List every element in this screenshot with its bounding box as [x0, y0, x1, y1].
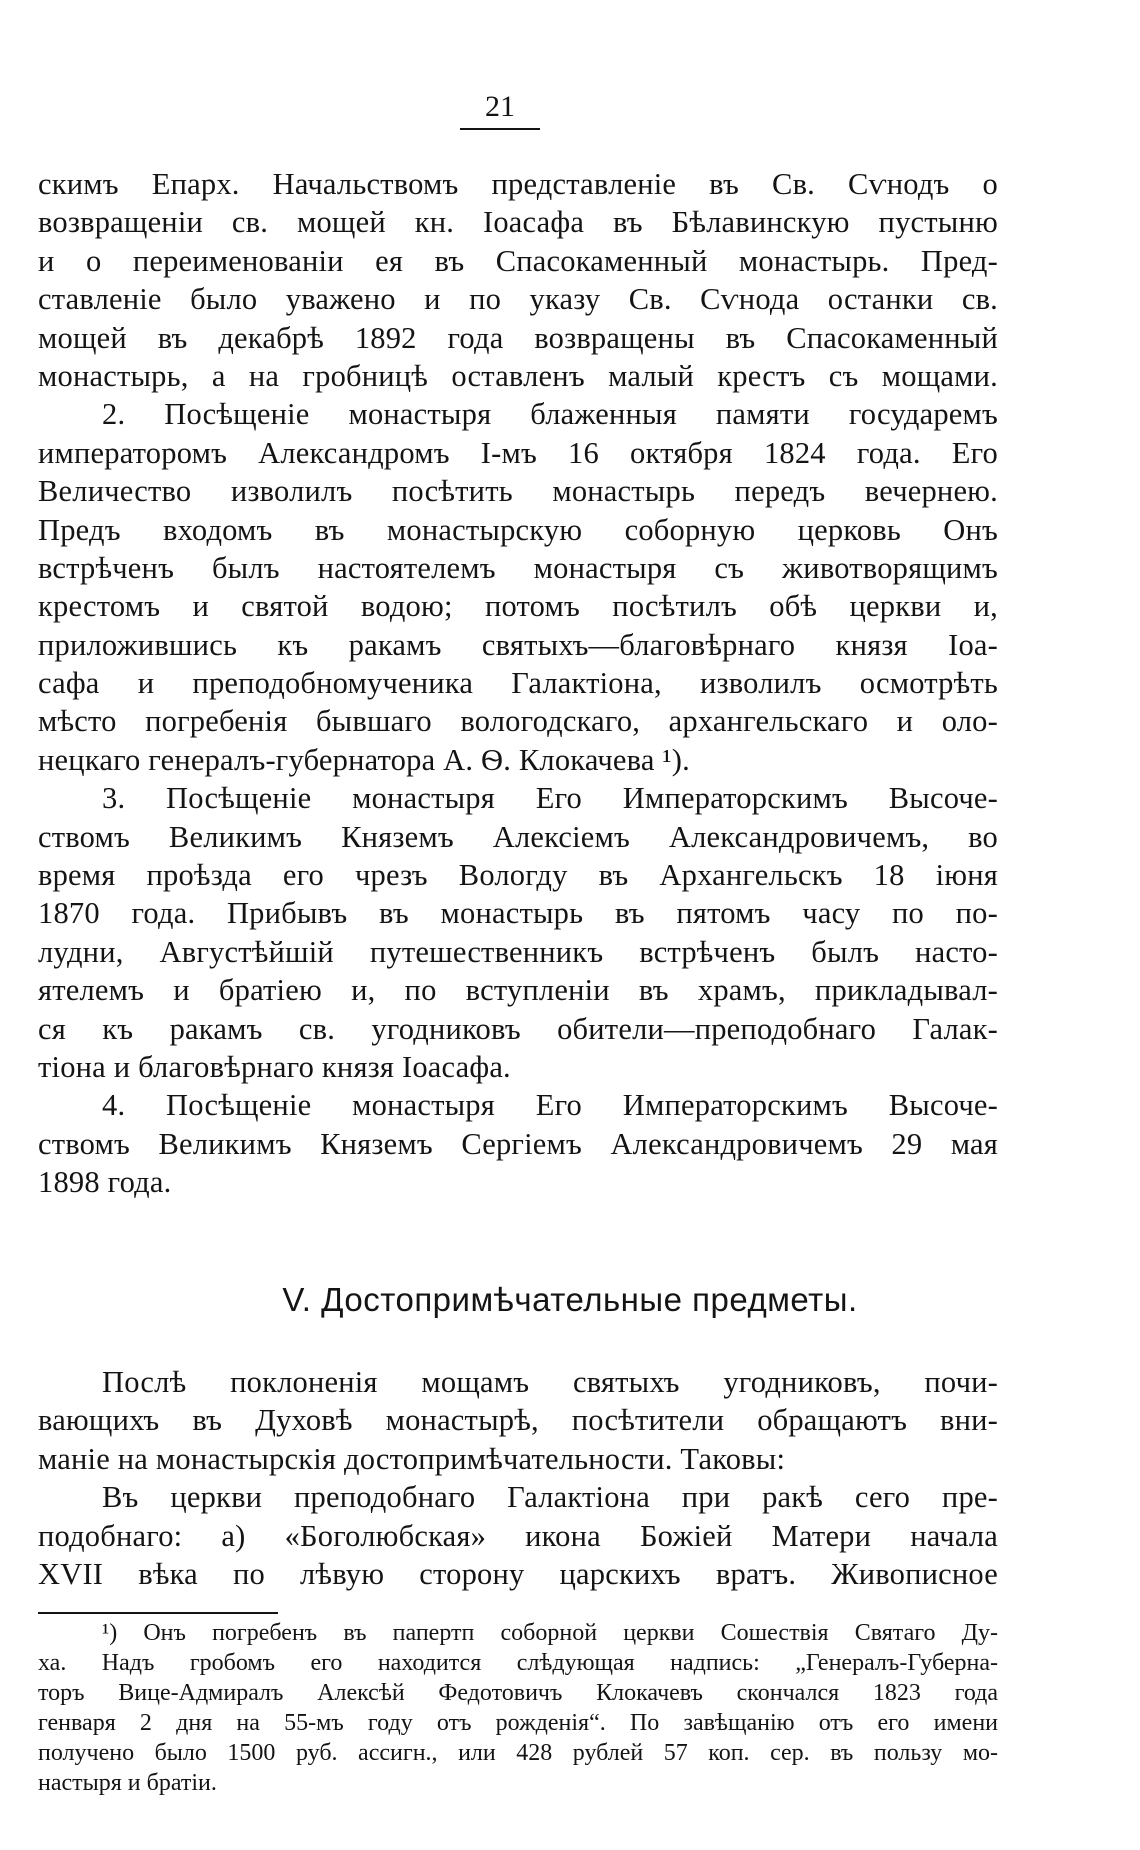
footnote-line: ¹) Онъ погребенъ въ папертп соборной церкви Сошествія Святаго Ду-	[102, 1620, 998, 1646]
footnotes	[38, 1618, 998, 1798]
paragraph-start: Послѣ поклоненія мощамъ святыхъ угодниковъ, почи-	[102, 1365, 998, 1399]
text-line: нецкаго генералъ-губернатора А. Ѳ. Клокачева ¹).	[38, 742, 690, 777]
text-line: монастырь, а на гробницѣ оставленъ малый крестъ съ мощами.	[38, 358, 998, 393]
text-line: 1870 года. Прибывъ въ монастырь въ пятомъ часу по по-	[38, 896, 998, 931]
footnote-line: ха. Надъ гробомъ его находится слѣдующая надпись: „Генералъ-Губерна-	[38, 1650, 998, 1676]
text-line: возвращеніи св. мощей кн. Іоасафа въ Бѣлавинскую пустыню	[38, 205, 998, 240]
text-line: 1898 года.	[38, 1165, 172, 1200]
page-number: 21	[485, 90, 515, 123]
text-line: крестомъ и святой водою; потомъ посѣтилъ обѣ церкви и,	[38, 589, 998, 624]
text-line: Предъ входомъ въ монастырскую соборную церковь Онъ	[38, 512, 998, 547]
footnote-line: настыря и братіи.	[38, 1770, 217, 1796]
text-line: вающихъ въ Духовѣ монастырѣ, посѣтители обращаютъ вни-	[38, 1403, 998, 1438]
text-line: маніе на монастырскія достопримѣчательности. Таковы:	[38, 1441, 786, 1476]
footnote-divider	[38, 1612, 278, 1614]
text-line: мѣсто погребенія бывшаго вологодскаго, архангельскаго и оло-	[38, 704, 998, 739]
paragraph-start: Въ церкви преподобнаго Галактіона при ракѣ сего пре-	[102, 1480, 998, 1515]
text-line: сафа и преподобномученика Галактіона, изволилъ осмотрѣть	[38, 666, 998, 701]
paragraph-start: 4. Посѣщеніе монастыря Его Императорскимъ Высоче-	[102, 1088, 998, 1123]
section-heading: V. Достопримѣчательные предметы.	[282, 1281, 858, 1318]
text-line: ствомъ Великимъ Княземъ Сергіемъ Александровичемъ 29 мая	[38, 1126, 998, 1161]
text-line: приложившись къ ракамъ святыхъ—благовѣрнаго князя Іоа-	[38, 627, 998, 662]
text-line: и о переименованіи ея въ Спасокаменный монастырь. Пред-	[38, 243, 998, 278]
footnote-line: генваря 2 дня на 55-мъ году отъ рожденія“. По завѣщанію отъ его имени	[38, 1710, 998, 1736]
text-line: ставленіе было уважено и по указу Св. Сѵнода останки св.	[38, 282, 998, 317]
text-line: время проѣзда его чрезъ Вологду въ Архангельскъ 18 іюня	[38, 858, 998, 893]
footnote-line: получено было 1500 руб. ассигн., или 428 рублей 57 коп. сер. въ пользу мо-	[38, 1740, 998, 1766]
text-line: лудни, Августѣйшій путешественникъ встрѣченъ былъ насто-	[38, 934, 998, 969]
text-line: ся къ ракамъ св. угодниковъ обители—преподобнаго Галак-	[38, 1011, 998, 1046]
text-line: мощей въ декабрѣ 1892 года возвращены въ Спасокаменный	[38, 320, 998, 355]
text-line: ятелемъ и братіею и, по вступленіи въ храмъ, прикладывал-	[38, 973, 998, 1008]
page-number-underline	[460, 128, 540, 130]
text-line: встрѣченъ былъ настоятелемъ монастыря съ животворящимъ	[38, 550, 998, 585]
text-line: Величество изволилъ посѣтить монастырь передъ вечернею.	[38, 474, 998, 509]
footnote-line: торъ Вице-Адмиралъ Алексѣй Федотовичъ Клокачевъ скончался 1823 года	[38, 1680, 998, 1706]
section-text	[38, 1363, 998, 1593]
text-line: скимъ Епарх. Начальствомъ представленіе въ Св. Сѵнодъ о	[38, 167, 998, 201]
text-line: тіона и благовѣрнаго князя Іоасафа.	[38, 1049, 511, 1084]
paragraph-start: 3. Посѣщеніе монастыря Его Императорскимъ Высоче-	[102, 781, 998, 816]
text-line: подобнаго: а) «Боголюбская» икона Божіей Матери начала	[38, 1518, 998, 1553]
text-line: императоромъ Александромъ І-мъ 16 октября 1824 года. Его	[38, 435, 998, 470]
text-line: XVII вѣка по лѣвую сторону царскихъ вратъ. Живописное	[38, 1556, 998, 1591]
body-text	[38, 165, 998, 1202]
paragraph-start: 2. Посѣщеніе монастыря блаженныя памяти государемъ	[102, 397, 998, 432]
text-line: ствомъ Великимъ Княземъ Алексіемъ Александровичемъ, во	[38, 819, 998, 854]
